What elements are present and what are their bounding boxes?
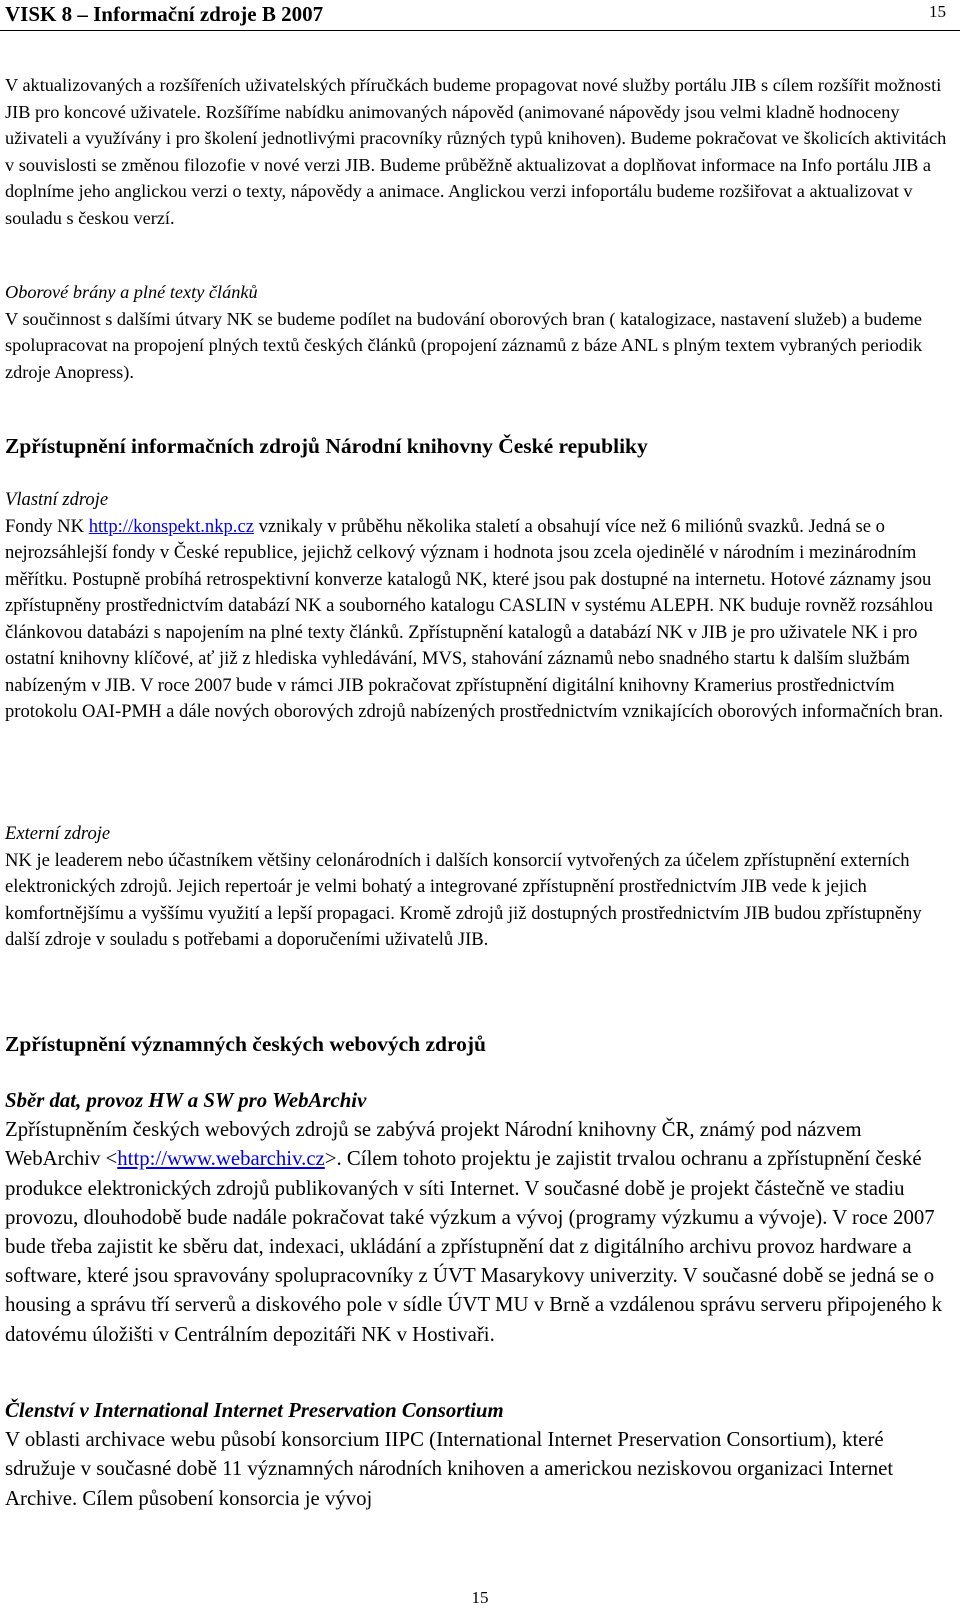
iipc-paragraph: V oblasti archivace webu působí konsorcium IIPC (International Internet Preservation Consortium), které sdružuje v současné době 11 významných národních knihoven a americkou neziskovou organizaci Internet Archive. Cílem působení konsorcia je vývoj (5, 1428, 894, 1510)
iipc-section (5, 1396, 955, 1513)
vlastni-text-after: vznikaly v průběhu několika staletí a obsahují více než 6 miliónů svazků. Jedná se o nejrozsáhlejší fondy v České republice, jejichž celkový význam i hodnota jsou zcela ojedinělé v národním i mezinárodním měřítku. Postupně probíhá retrospektivní konverze katalogů NK, které jsou pak dostupné na internetu. Hotové záznamy jsou zpřístupněny prostřednictvím databází NK a souborného katalogu CASLIN v systému ALEPH. NK buduje rovněž rozsáhlou článkovou databázi s napojením na plné texty článků. Zpřístupnění katalogů a databází NK v JIB je pro uživatele NK i pro ostatní knihovny klíčové, ať již z hlediska vyhledávání, MVS, stahování záznamů nebo snadného startu k dalším službám nabízeným v JIB. V roce 2007 bude v rámci JIB pokračovat zpřístupnění digitální knihovny Kramerius prostřednictvím protokolu OAI-PMH a dále nových oborových zdrojů nabízených prostřednictvím vznikajících oborových informačních bran. (5, 515, 944, 722)
webarchiv-heading: Sběr dat, provoz HW a SW pro WebArchiv (5, 1089, 367, 1112)
oborove-heading: Oborové brány a plné texty článků (5, 282, 258, 302)
section-heading-nk-sources: Zpřístupnění informačních zdrojů Národní knihovny České republiky (5, 434, 648, 458)
vlastni-zdroje-section (5, 487, 955, 726)
running-header-page-number: 15 (929, 2, 946, 21)
konspekt-link[interactable]: http://konspekt.nkp.cz (88, 515, 254, 537)
oborove-paragraph: V součinnost s dalšími útvary NK se budeme podílet na budování oborových bran ( katalogizace, nastavení služeb) a budeme spolupracovat na propojení plných textů českých článků (propojení záznamů z báze ANL s plným textem vybraných periodik zdroje Anopress). (5, 308, 923, 382)
webarchiv-link[interactable]: http://www.webarchiv.cz (117, 1147, 325, 1171)
webarchiv-paragraph (5, 1115, 955, 1349)
webarchiv-text-after: >. Cílem tohoto projektu je zajistit trvalou ochranu a zpřístupnění české produkce elektronických zdrojů publikovaných v síti Internet. V současné době je projekt částečně ve stadiu provozu, dlouhodobě bude nadále pokračovat také výzkum a vývoj (programy výzkumu a vývoje). V roce 2007 bude třeba zajistit ke sběru dat, indexaci, ukládání a zpřístupnění dat z digitálního archivu provoz hardware a software, které jsou spravovány spolupracovníky z ÚVT Masarykovy univerzity. V současné době se jedná se o housing a správu tří serverů a diskového pole v sídle ÚVT MU v Brně a vzdálenou správu serveru připojeného k datovému úložišti v Centrálním depozitáři NK v Hostivaři. (5, 1147, 942, 1346)
externi-zdroje-paragraph: NK je leaderem nebo účastníkem většiny celonárodních i dalších konsorcií vytvořených za účelem zpřístupnění externích elektronických zdrojů. Jejich repertoár je velmi bohatý a integrované zpřístupnění prostřednictvím JIB vede k jejich komfortnějšímu a vyššímu využití a lepší propagaci. Kromě zdrojů již dostupných prostřednictvím JIB budou zpřístupněny další zdroje v souladu s potřebami a doporučeními uživatelů JIB. (5, 849, 922, 950)
externi-zdroje-section (5, 821, 955, 954)
vlastni-zdroje-paragraph (5, 514, 955, 726)
vlastni-text-before: Fondy NK (5, 515, 89, 537)
webarchiv-text-before: Zpřístupněním českých webových zdrojů se zabývá projekt Národní knihovny ČR, známý pod názvem WebArchiv < (5, 1118, 862, 1171)
running-header-title: VISK 8 – Informační zdroje B 2007 (5, 2, 324, 26)
section-heading-web-sources: Zpřístupnění významných českých webových zdrojů (5, 1032, 487, 1056)
oborove-section (5, 279, 955, 385)
externi-zdroje-heading: Externí zdroje (5, 823, 111, 844)
footer-page-number: 15 (471, 1588, 489, 1607)
header-rule (0, 30, 960, 31)
vlastni-zdroje-heading: Vlastní zdroje (5, 489, 109, 510)
iipc-heading: Členství v International Internet Preservation Consortium (5, 1399, 504, 1422)
webarchiv-section (5, 1086, 955, 1349)
intro-paragraph: V aktualizovaných a rozšířeních uživatelských příručkách budeme propagovat nové služby portálu JIB s cílem rozšířit možnosti JIB pro koncové uživatele. Rozšíříme nabídku animovaných nápověd (animované nápovědy jsou velmi kladně hodnoceny uživateli a využívány i pro školení jednotlivými pracovníky různých typů knihoven). Budeme pokračovat ve školicích aktivitách v souvislosti se změnou filozofie v nové verzi JIB. Budeme průběžně aktualizovat a doplňovat informace na Info portálu JIB a doplníme jeho anglickou verzi o texty, nápovědy a animace. Anglickou verzi infoportálu budeme rozšiřovat a aktualizovat v souladu s českou verzí. (5, 75, 947, 228)
